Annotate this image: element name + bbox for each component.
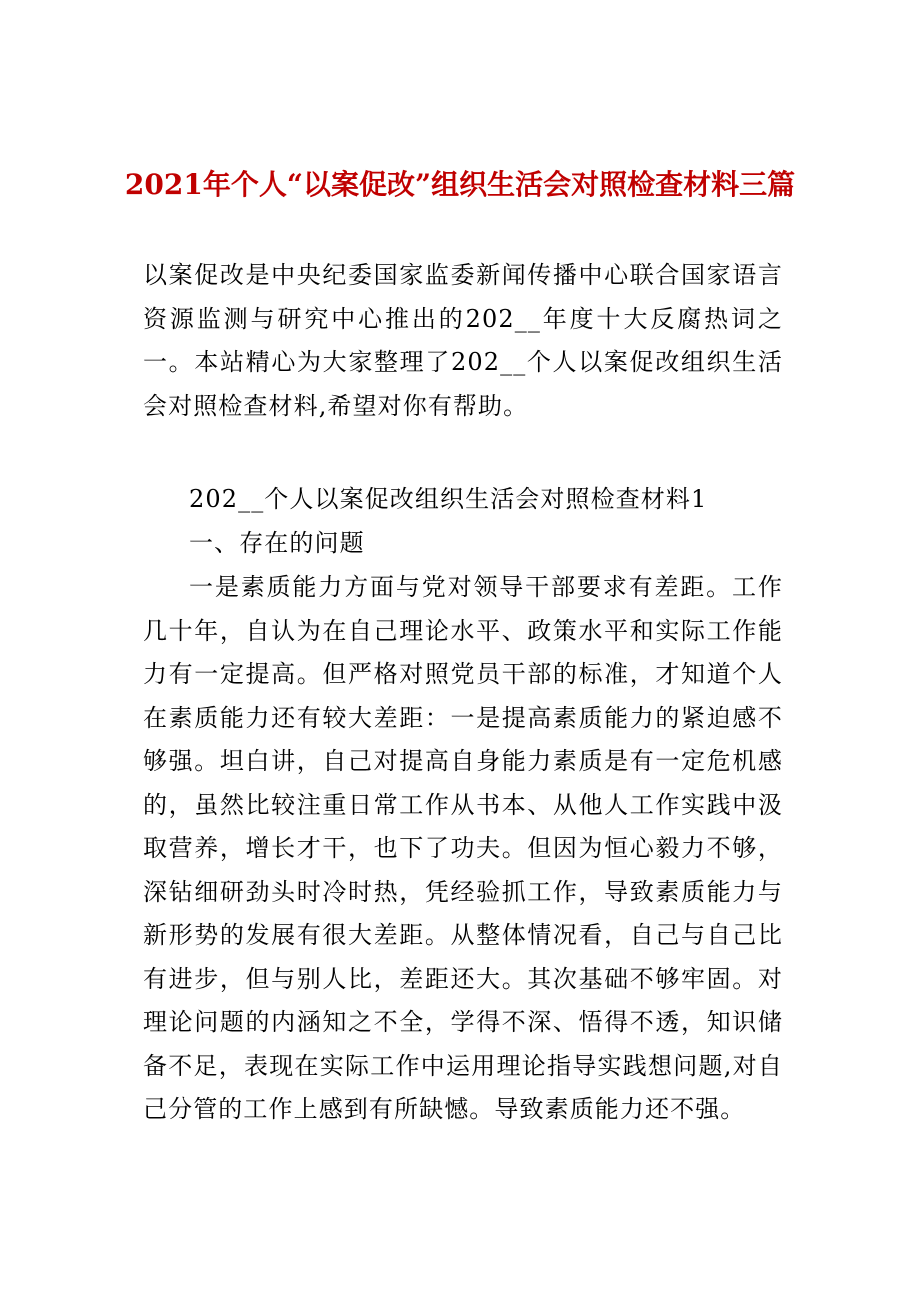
body-paragraph: 一是素质能力方面与党对领导干部要求有差距。工作几十年，自认为在自己理论水平、政策水平和实际工作能力有一定提高。但严格对照党员干部的标准，才知道个人在素质能力还有较大差距：一是提高素质能力的紧迫感不够强。坦白讲，自己对提高自身能力素质是有一定危机感的，虽然比较注重日常工作从书本、从他人工作实践中汲取营养，增长才干，也下了功夫。但因为恒心毅力不够，深钻细研劲头时冷时热，凭经验抓工作，导致素质能力与新形势的发展有很大差距。从整体情况看，自己与自己比有进步，但与别人比，差距还大。其次基础不够牢固。对理论问题的内涵知之不全，学得不深、悟得不透，知识储备不足，表现在实际工作中运用理论指导实践想问题,对自己分管的工作上感到有所缺憾。导致素质能力还不强。 xyxy=(143,573,783,1123)
section-title: 202__个人以案促改组织生活会对照检查材料1 xyxy=(189,485,708,513)
intro-paragraph: 以案促改是中央纪委国家监委新闻传播中心联合国家语言资源监测与研究中心推出的202__年度十大反腐热词之一。本站精心为大家整理了202__个人以案促改组织生活会对照检查材料,希望对你有帮助。 xyxy=(143,261,783,420)
document-title: 2021年个人“以案促改”组织生活会对照检查材料三篇 xyxy=(124,168,796,201)
subsection-title: 一、存在的问题 xyxy=(189,529,365,557)
